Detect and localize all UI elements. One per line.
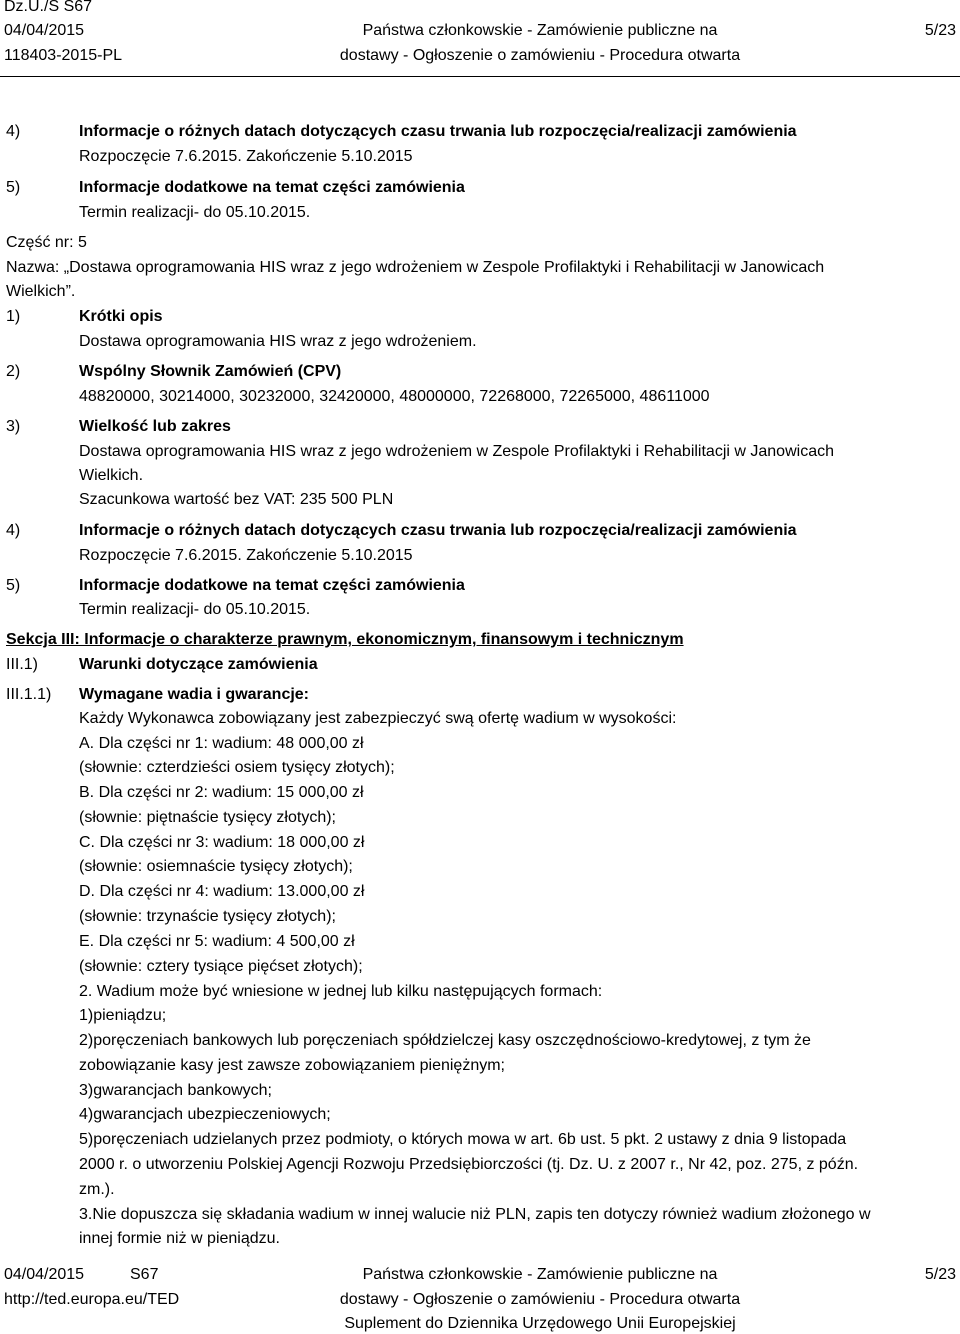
part-name-line1: Nazwa: „Dostawa oprogramowania HIS wraz z jego wdrożeniem w Zespole Profilaktyki i Rehabilitacji w Janowicach [6,259,825,276]
body-line: E. Dla części nr 5: wadium: 4 500,00 zł [79,933,355,950]
footer-journal: S67 [130,1266,159,1283]
section-heading: Sekcja III: Informacje o charakterze prawnym, ekonomicznym, finansowym i technicznym [6,631,684,648]
body-line: Każdy Wykonawca zobowiązany jest zabezpieczyć swą ofertę wadium w wysokości: [79,710,677,727]
body-line: zobowiązanie kasy jest zawsze zobowiązaniem pieniężnym; [79,1057,505,1074]
item-number: 1) [6,308,21,325]
body-line: (słownie: cztery tysiące pięćset złotych); [79,958,363,975]
item-title: Informacje o różnych datach dotyczących czasu trwania lub rozpoczęcia/realizacji zamówienia [79,522,797,539]
body-line: (słownie: osiemnaście tysięcy złotych); [79,858,353,875]
header-page: 5/23 [924,22,956,39]
section-title: Warunki dotyczące zamówienia [79,656,318,673]
part-name-line2: Wielkich”. [6,283,76,300]
footer-title-line1: Państwa członkowskie - Zamówienie publiczne na [362,1266,718,1283]
body-line: C. Dla części nr 3: wadium: 18 000,00 zł [79,834,365,851]
item-title: Informacje dodatkowe na temat części zamówienia [79,577,465,594]
body-line: 2)poręczeniach bankowych lub poręczeniach spółdzielczej kasy oszczędnościowo-kredytowej, z tym że [79,1032,811,1049]
item-title: Informacje dodatkowe na temat części zamówienia [79,179,465,196]
footer-date: 04/04/2015 [4,1266,85,1283]
footer-page: 5/23 [924,1266,956,1283]
section-number: III.1.1) [6,686,52,703]
item-text: Dostawa oprogramowania HIS wraz z jego wdrożeniem w Zespole Profilaktyki i Rehabilitacji w Janowicach [79,443,834,460]
item-text: Rozpoczęcie 7.6.2015. Zakończenie 5.10.2015 [79,547,413,564]
section-title: Wymagane wadia i gwarancje: [79,686,310,703]
item-number: 3) [6,418,21,435]
part-label: Część nr: 5 [6,234,87,251]
section-number: III.1) [6,656,39,673]
header-title-line1: Państwa członkowskie - Zamówienie publiczne na [362,22,718,39]
body-line: 3)gwarancjach bankowych; [79,1082,272,1099]
estimated-value: Szacunkowa wartość bez VAT: 235 500 PLN [79,491,394,508]
header-title-line2: dostawy - Ogłoszenie o zamówieniu - Procedura otwarta [339,47,741,64]
item-title: Krótki opis [79,308,163,325]
item-text: Rozpoczęcie 7.6.2015. Zakończenie 5.10.2015 [79,148,413,165]
body-line: (słownie: piętnaście tysięcy złotych); [79,809,336,826]
header-doc-id: 118403-2015-PL [4,47,123,64]
item-text: Termin realizacji- do 05.10.2015. [79,204,311,221]
body-line: zm.). [79,1181,115,1198]
footer-supplement: Suplement do Dziennika Urzędowego Unii Europejskiej [344,1315,736,1332]
item-title: Wielkość lub zakres [79,418,231,435]
footer-title-line2: dostawy - Ogłoszenie o zamówieniu - Procedura otwarta [339,1291,741,1308]
body-line: A. Dla części nr 1: wadium: 48 000,00 zł [79,735,364,752]
cpv-codes: 48820000, 30214000, 30232000, 32420000, 48000000, 72268000, 72265000, 48611000 [79,388,710,405]
item-number: 4) [6,522,21,539]
body-line: B. Dla części nr 2: wadium: 15 000,00 zł [79,784,364,801]
item-number: 5) [6,577,21,594]
item-number: 5) [6,179,21,196]
item-number: 2) [6,363,21,380]
header-journal: Dz.U./S S67 [4,0,93,15]
item-title: Wspólny Słownik Zamówień (CPV) [79,363,342,380]
header-date: 04/04/2015 [4,22,85,39]
footer-url[interactable]: http://ted.europa.eu/TED [4,1291,180,1308]
body-line: D. Dla części nr 4: wadium: 13.000,00 zł [79,883,365,900]
body-line: 3.Nie dopuszcza się składania wadium w innej walucie niż PLN, zapis ten dotyczy również wadium złożonego w [79,1206,871,1223]
body-line: (słownie: trzynaście tysięcy złotych); [79,908,336,925]
item-text: Termin realizacji- do 05.10.2015. [79,601,311,618]
item-text: Dostawa oprogramowania HIS wraz z jego wdrożeniem. [79,333,477,350]
body-line: 4)gwarancjach ubezpieczeniowych; [79,1106,331,1123]
body-line: 2000 r. o utworzeniu Polskiej Agencji Rozwoju Przedsiębiorczości (tj. Dz. U. z 2007 r., Nr 42, poz. 275, z późn. [79,1156,859,1173]
item-text: Wielkich. [79,467,144,484]
body-line: (słownie: czterdzieści osiem tysięcy złotych); [79,759,395,776]
body-line: 1)pieniądzu; [79,1007,167,1024]
item-title: Informacje o różnych datach dotyczących czasu trwania lub rozpoczęcia/realizacji zamówienia [79,123,797,140]
body-line: 5)poręczeniach udzielanych przez podmioty, o których mowa w art. 6b ust. 5 pkt. 2 ustawy z dnia 9 listopada [79,1131,847,1148]
body-line: innej formie niż w pieniądzu. [79,1230,280,1247]
item-number: 4) [6,123,21,140]
header-divider [0,76,960,77]
body-line: 2. Wadium może być wniesione w jednej lub kilku następujących formach: [79,983,603,1000]
